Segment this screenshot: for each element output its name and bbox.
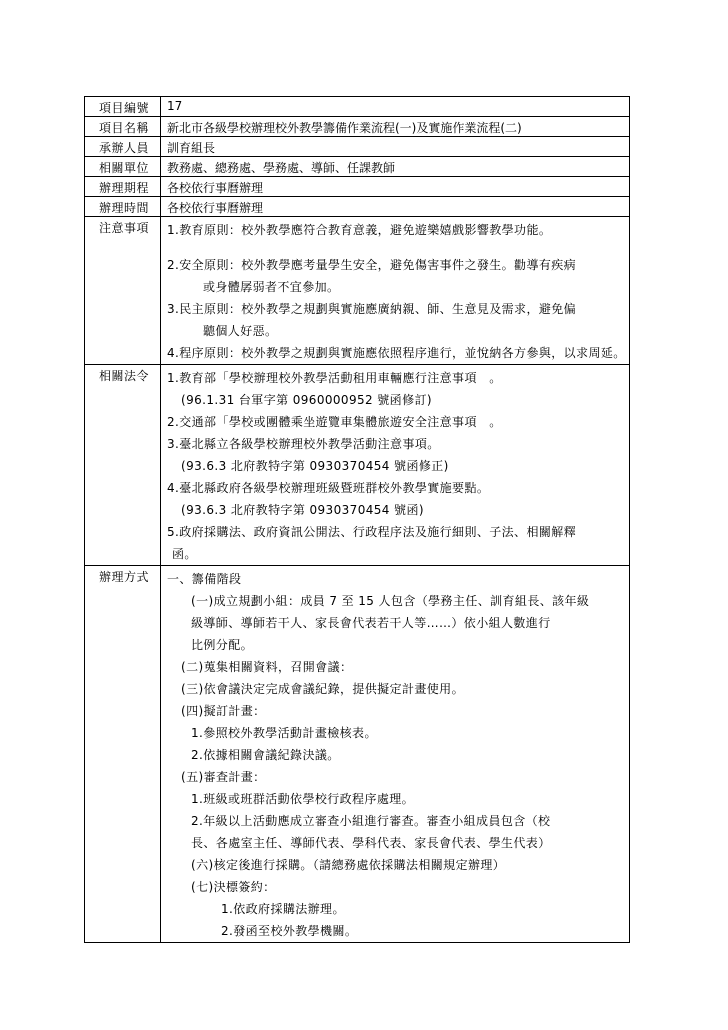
method-line-16: 1.依政府採購法辦理。 (221, 902, 345, 916)
row-time (85, 197, 630, 217)
laws-line-2: (96.1.31 台軍字第 0960000952 號函修訂) (181, 393, 432, 407)
value-notes (161, 217, 630, 365)
label-laws: 相關法令 (85, 365, 161, 566)
laws-line-6: 4.臺北縣政府各級學校辦理班級暨班群校外教學實施要點。 (167, 481, 490, 495)
laws-line-7: (93.6.3 北府教特字第 0930370454 號函) (181, 503, 424, 517)
laws-line-5: (93.6.3 北府教特字第 0930370454 號函修正) (181, 459, 449, 473)
row-related-units (85, 157, 630, 177)
label-period: 辦理期程 (85, 177, 161, 197)
label-method: 辦理方式 (85, 566, 161, 943)
label-project-number: 項目編號 (85, 97, 161, 117)
notes-line-1: 1.教育原則：校外教學應符合教育意義，避免遊樂嬉戲影響教學功能。 (167, 223, 552, 237)
method-line-8: 1.參照校外教學活動計畫檢核表。 (191, 726, 377, 740)
value-related-units: 教務處、總務處、學務處、導師、任課教師 (161, 157, 630, 177)
value-owner: 訓育組長 (161, 137, 630, 157)
label-project-name: 項目名稱 (85, 117, 161, 137)
method-line-14: (六)核定後進行採購。（請總務處依採購法相關規定辦理） (191, 858, 506, 872)
method-line-1: 一、籌備階段 (167, 572, 242, 586)
method-line-7: (四)擬訂計畫： (181, 704, 266, 718)
notes-line-3: 或身體孱弱者不宜參加。 (203, 280, 340, 294)
method-line-6: (三)依會議決定完成會議紀錄，提供擬定計畫使用。 (181, 682, 464, 696)
laws-line-8: 5.政府採購法、政府資訊公開法、行政程序法及施行細則、子法、相關解釋 (167, 525, 577, 539)
label-time: 辦理時間 (85, 197, 161, 217)
method-line-15: (七)決標簽約： (191, 880, 276, 894)
method-line-9: 2.依據相關會議紀錄決議。 (191, 748, 340, 762)
method-line-4: 比例分配。 (191, 638, 254, 652)
notes-line-4: 3.民主原則：校外教學之規劃與實施應廣納親、師、生意見及需求，避免偏 (167, 302, 577, 316)
laws-line-3: 2.交通部「學校或團體乘坐遊覽車集體旅遊安全注意事項 。 (167, 415, 502, 429)
row-project-name (85, 117, 630, 137)
method-line-12: 2.年級以上活動應成立審查小組進行審查。審查小組成員包含（校 (191, 814, 551, 828)
value-time: 各校依行事曆辦理 (161, 197, 630, 217)
laws-line-9: 函。 (172, 547, 197, 561)
notes-line-5: 聽個人好惡。 (203, 324, 278, 338)
method-line-2: (一)成立規劃小組：成員 7 至 15 人包含（學務主任、訓育組長、該年級 (191, 594, 590, 608)
row-project-number (85, 97, 630, 117)
method-line-17: 2.發函至校外教學機關。 (221, 924, 358, 938)
row-owner (85, 137, 630, 157)
label-owner: 承辦人員 (85, 137, 161, 157)
laws-line-4: 3.臺北縣立各級學校辦理校外教學活動注意事項。 (167, 437, 440, 451)
project-info-table (84, 96, 630, 943)
label-related-units: 相關單位 (85, 157, 161, 177)
notes-line-6: 4.程序原則：校外教學之規劃與實施應依照程序進行，並悅納各方參與，以求周延。 (167, 346, 626, 360)
value-laws (161, 365, 630, 566)
method-line-10: (五)審查計畫： (181, 770, 266, 784)
value-method (161, 566, 630, 943)
method-line-11: 1.班級或班群活動依學校行政程序處理。 (191, 792, 415, 806)
row-notes (85, 217, 630, 365)
row-method (85, 566, 630, 943)
method-line-13: 長、各處室主任、導師代表、學科代表、家長會代表、學生代表） (191, 836, 551, 850)
value-project-number: 17 (161, 97, 630, 117)
label-notes: 注意事項 (85, 217, 161, 365)
value-period: 各校依行事曆辦理 (161, 177, 630, 197)
method-line-5: (二)蒐集相關資料，召開會議： (181, 660, 353, 674)
notes-line-2: 2.安全原則：校外教學應考量學生安全，避免傷害事件之發生。勸導有疾病 (167, 258, 577, 272)
row-period (85, 177, 630, 197)
row-laws (85, 365, 630, 566)
method-line-3: 級導師、導師若干人、家長會代表若干人等……）依小組人數進行 (191, 616, 551, 630)
laws-line-1: 1.教育部「學校辦理校外教學活動租用車輛應行注意事項 。 (167, 371, 502, 385)
value-project-name: 新北市各級學校辦理校外教學籌備作業流程(一)及實施作業流程(二) (161, 117, 630, 137)
